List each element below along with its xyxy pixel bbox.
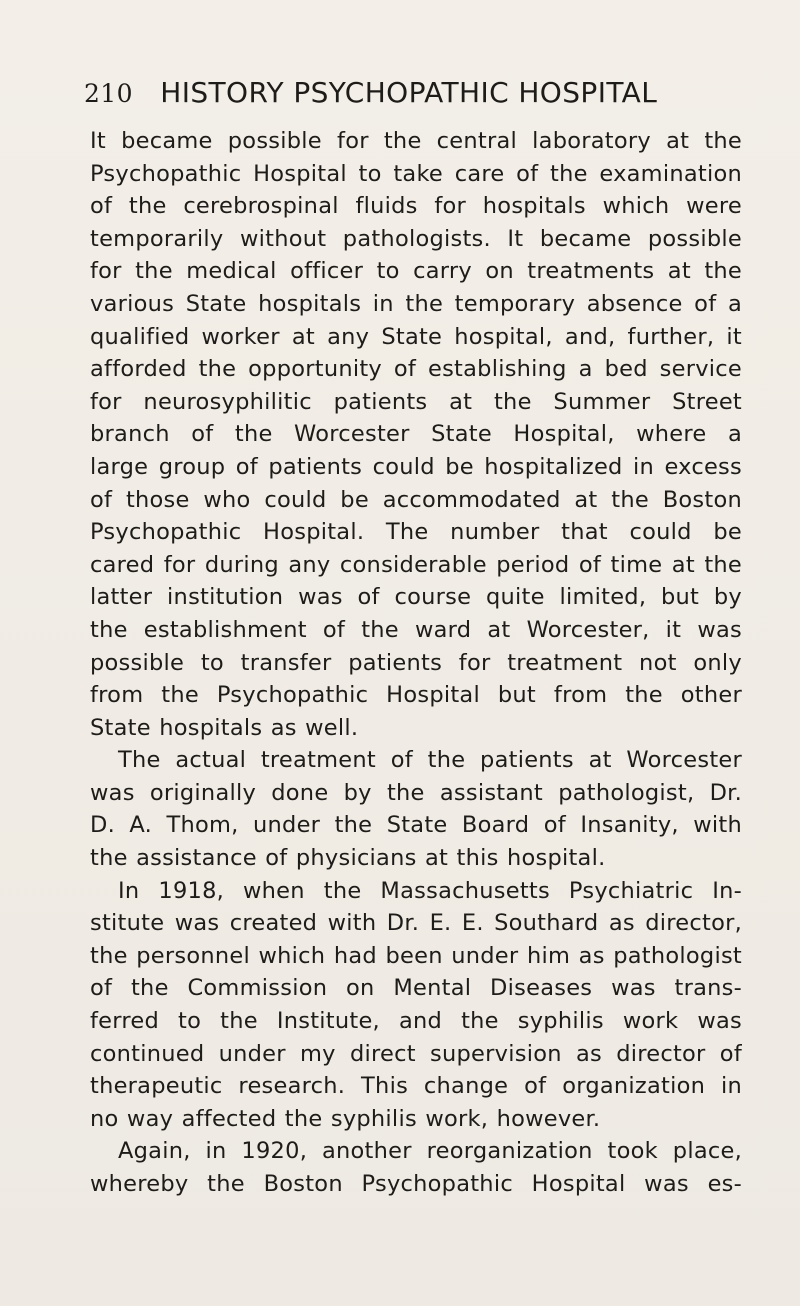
text-line: no way affected the syphilis work, however. <box>90 1105 601 1132</box>
text-line: therapeutic research. This change of organization in <box>90 1073 742 1100</box>
text-line: was originally done by the assistant pathologist, Dr. <box>90 779 742 806</box>
text-line: continued under my direct supervision as director of <box>90 1040 742 1067</box>
text-line: the establishment of the ward at Worcester, it was <box>90 616 742 643</box>
text-line: temporarily without pathologists. It became possible <box>90 225 742 252</box>
text-line: D. A. Thom, under the State Board of Insanity, with <box>90 812 742 839</box>
text-line: large group of patients could be hospitalized in excess <box>90 453 742 480</box>
text-line: stitute was created with Dr. E. E. Southard as director, <box>90 910 742 937</box>
text-line: cared for during any considerable period of time at the <box>90 551 742 578</box>
text-line: branch of the Worcester State Hospital, where a <box>90 421 742 448</box>
page-number: 210 <box>84 79 133 108</box>
text-line: for neurosyphilitic patients at the Summer Street <box>90 388 742 415</box>
text-line: of the Commission on Mental Diseases was trans- <box>90 975 742 1002</box>
text-line: the personnel which had been under him as pathologist <box>90 942 742 969</box>
text-line: of those who could be accommodated at the Boston <box>90 486 742 513</box>
text-line: of the cerebrospinal fluids for hospitals which were <box>90 193 742 220</box>
text-line: possible to transfer patients for treatment not only <box>90 649 742 676</box>
text-line: qualified worker at any State hospital, and, further, it <box>90 323 742 350</box>
text-line: State hospitals as well. <box>90 714 359 741</box>
text-line: afforded the opportunity of establishing a bed service <box>90 356 742 383</box>
body-text <box>90 125 742 1201</box>
text-line: Psychopathic Hospital. The number that could be <box>90 519 742 546</box>
text-line: The actual treatment of the patients at Worcester <box>118 747 742 774</box>
running-title: HISTORY PSYCHOPATHIC HOSPITAL <box>160 76 658 109</box>
text-line: Again, in 1920, another reorganization took place, <box>118 1138 742 1165</box>
text-line: the assistance of physicians at this hospital. <box>90 845 606 872</box>
text-line: ferred to the Institute, and the syphilis work was <box>90 1008 742 1035</box>
text-line: latter institution was of course quite limited, but by <box>90 584 742 611</box>
text-line: from the Psychopathic Hospital but from the other <box>90 682 742 709</box>
text-line: It became possible for the central laboratory at the <box>90 128 742 154</box>
text-line: various State hospitals in the temporary absence of a <box>90 290 742 317</box>
running-head <box>84 75 744 112</box>
text-line: for the medical officer to carry on treatments at the <box>90 258 742 285</box>
text-line: whereby the Boston Psychopathic Hospital was es- <box>90 1171 742 1197</box>
text-line: Psychopathic Hospital to take care of the examination <box>90 160 742 187</box>
text-line: In 1918, when the Massachusetts Psychiatric In- <box>118 877 742 904</box>
